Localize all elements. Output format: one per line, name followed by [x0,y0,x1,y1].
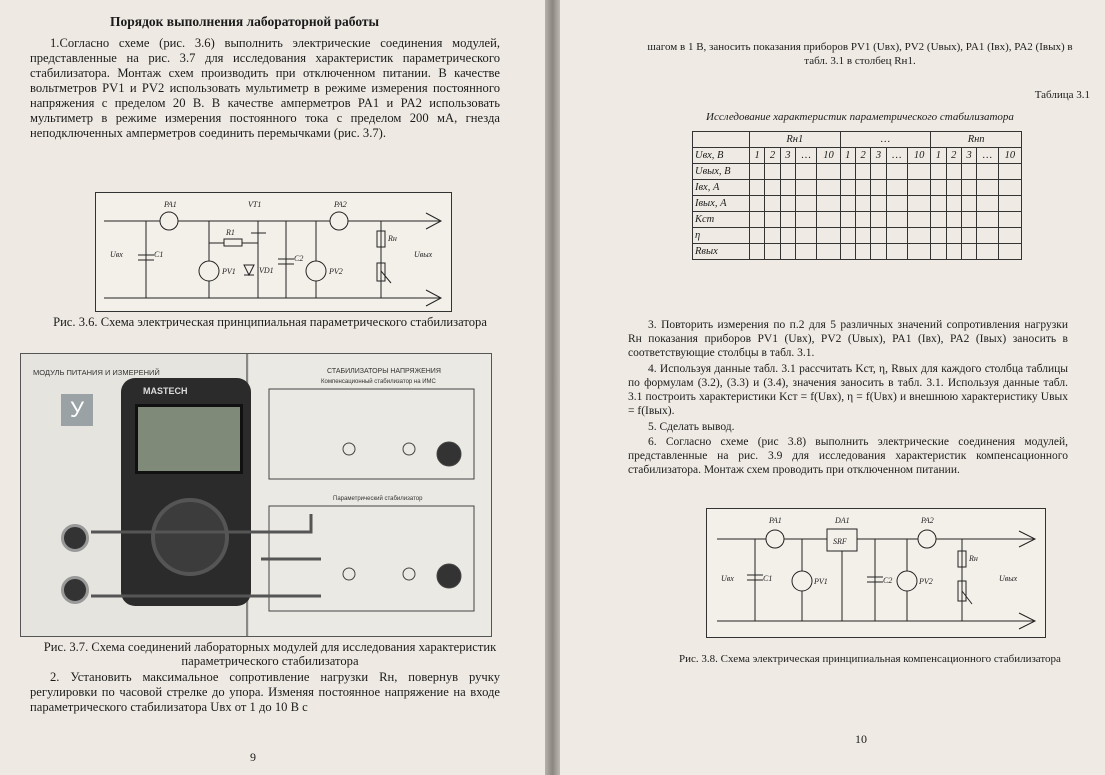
label-vd1: VD1 [259,266,274,275]
table-cell [750,164,765,180]
table-cell [871,228,886,244]
left-page [0,0,545,775]
col-header: 2 [765,148,780,164]
table-row [693,164,1022,180]
paragraph-4: 4. Используя данные табл. 3.1 рассчитать Kст, η, Rвых для каждого столбца таблицы по формулам (3.2), (3.3) и (3.4), значения заносить в табл. 3.1. Используя данные табл. 3.1 построить характеристики Kст = f(Uвх), η = f(Uвх) и внешнюю характеристику Uвых = f(Iвых). [628,363,1068,417]
col-header: 1 [840,148,855,164]
label-uout: Uвых [414,250,433,259]
stab-module-label: СТАБИЛИЗАТОРЫ НАПРЯЖЕНИЯ [327,368,441,375]
table-cell [855,180,870,196]
table-title: Исследование характеристик параметрического стабилизатора [706,111,1014,123]
col-header: 2 [946,148,961,164]
table-cell [998,244,1021,260]
label-c2-b: C2 [883,576,893,585]
figure-3-7-caption: Рис. 3.7. Схема соединений лабораторных модулей для исследования характеристик параметрического стабилизатора [43,640,497,668]
table-cell [855,212,870,228]
group-header-ellipsis: … [840,132,931,148]
table-cell [931,212,946,228]
paragraph-1: 1.Согласно схеме (рис. 3.6) выполнить электрические соединения модулей, представленные на рис. 3.7 для исследования характеристик параметрического стабилизатора. Монтаж схем производить при отключенном питании. В качестве вольтметров PV1 и PV2 использовать мультиметр в режиме измерения постоянного напряжения с пределом 20 В. В качестве амперметров PA1 и PA2 использовать мультиметр в режиме измерения постоянного тока с пределом 200 мА, гнезда неподключенных амперметров соединить перемычками (рис. 3.7). [30,36,500,140]
book-gutter [545,0,560,775]
table-cell [908,244,931,260]
table-cell [817,244,840,260]
table-cell [977,196,998,212]
table-cell [795,196,816,212]
table-cell [795,164,816,180]
table-cell [871,212,886,228]
figure-3-7-photo [20,353,492,637]
table-row [693,212,1022,228]
table-cell [961,244,976,260]
table-cell [765,196,780,212]
label-c2: C2 [294,254,304,263]
label-pv2-b: PV2 [919,577,933,586]
col-header: 3 [780,148,795,164]
table-cell [998,212,1021,228]
table-cell [908,180,931,196]
label-uin-b: Uвх [721,574,734,583]
table-cell [977,180,998,196]
table-cell [946,228,961,244]
table-cell [855,228,870,244]
table-cell [780,212,795,228]
table-cell [765,164,780,180]
table-cell [840,244,855,260]
table-cell [886,228,907,244]
table-cell [855,244,870,260]
table-cell [998,164,1021,180]
label-pa2-b: PA2 [921,516,934,525]
page-number-right: 10 [855,732,867,746]
group-header-rn1: Rн1 [750,132,841,148]
table-cell [817,228,840,244]
table-cell [765,212,780,228]
table-cell [931,196,946,212]
table-cell [795,228,816,244]
label-vt1: VT1 [248,200,262,209]
table-cell [998,196,1021,212]
table-cell [871,244,886,260]
table-group-header-row [693,132,1022,148]
table-cell [765,244,780,260]
table-cell [855,164,870,180]
table-corner-cell [693,132,750,148]
col-header: … [977,148,998,164]
table-row [693,196,1022,212]
table-cell [977,212,998,228]
table-cell [946,196,961,212]
table-cell [998,180,1021,196]
table-cell [780,244,795,260]
label-chip: SRF [833,537,847,546]
table-cell [886,180,907,196]
table-cell [946,212,961,228]
col-header: 3 [961,148,976,164]
table-cell [886,196,907,212]
row-label-uin: Uвх, В [693,148,750,164]
table-cell [946,180,961,196]
table-cell [817,180,840,196]
page-number-left: 9 [250,750,256,764]
table-cell [840,180,855,196]
test-leads [21,354,491,636]
label-rn: Rн [388,234,397,243]
row-label: Rвых [693,244,750,260]
table-cell [765,228,780,244]
row-label: Kст [693,212,750,228]
section-title: Порядок выполнения лабораторной работы [110,14,380,29]
multimeter-brand: MASTECH [143,386,188,396]
label-r1: R1 [226,228,235,237]
figure-3-8-schematic [706,508,1046,638]
table-cell [961,212,976,228]
table-cell [795,212,816,228]
col-header: … [795,148,816,164]
label-pa1: PA1 [164,200,177,209]
table-cell [855,196,870,212]
parametric-stabilizer-schematic [96,193,451,311]
results-table [692,131,1022,260]
table-cell [817,196,840,212]
table-cell [908,196,931,212]
table-row [693,228,1022,244]
table-cell [840,228,855,244]
row-label: Iвх, А [693,180,750,196]
row-label: Uвых, В [693,164,750,180]
figure-3-8-caption: Рис. 3.8. Схема электрическая принципиальная компенсационного стабилизатора [679,653,1061,665]
label-pv1-b: PV1 [814,577,828,586]
label-rn-b: Rн [969,554,978,563]
row-label: η [693,228,750,244]
paragraph-5: 5. Сделать вывод. [648,421,735,433]
table-cell [998,228,1021,244]
table-cell [750,196,765,212]
table-cell [931,228,946,244]
table-cell [977,228,998,244]
table-cell [931,164,946,180]
col-header: 10 [817,148,840,164]
label-pa1-b: PA1 [769,516,782,525]
label-uout-b: Uвых [999,574,1018,583]
table-cell [817,164,840,180]
table-cell [961,228,976,244]
table-cell [871,180,886,196]
paragraph-3: 3. Повторить измерения по п.2 для 5 различных значений сопротивления нагрузки Rн показания приборов PV1 (Uвх), PV2 (Uвых), PA1 (Iвх), PA2 (Iвых) заносить в соответствующие столбцы в табл. 3.1. [628,319,1068,359]
table-cell [750,228,765,244]
table-cell [931,244,946,260]
paragraph-2: 2. Установить максимальное сопротивление нагрузки Rн, повернув ручку регулировки по часовой стрелке до упора. Изменяя постоянное напряжение на входе параметрического стабилизатора Uвх от 1 до 10 В с [30,670,500,714]
col-header: 10 [998,148,1021,164]
table-cell [780,164,795,180]
paragraph-6: 6. Согласно схеме (рис 3.8) выполнить электрические соединения модулей, представленные на рис. 3.9 для исследования характеристик компенсационного стабилизатора. Монтаж схем проводить при отключенном питании. [628,436,1068,476]
table-cell [961,164,976,180]
table-cell [908,164,931,180]
table-cell [780,180,795,196]
u-logo: У [61,394,93,426]
figure-3-6-caption: Рис. 3.6. Схема электрическая принципиальная параметрического стабилизатора [53,315,487,329]
param-stab-label: Параметрический стабилизатор [333,496,423,502]
col-header: 1 [931,148,946,164]
table-cell [750,244,765,260]
table-cell [840,196,855,212]
table-cell [946,244,961,260]
table-uin-row [693,148,1022,164]
col-header: … [886,148,907,164]
label-pv2: PV2 [329,267,343,276]
table-cell [977,244,998,260]
table-cell [750,212,765,228]
label-uin: Uвх [110,250,123,259]
table-cell [886,164,907,180]
row-label: Iвых, А [693,196,750,212]
comp-stab-label: Компенсационный стабилизатор на ИМС [321,379,436,385]
label-c1: C1 [154,250,164,259]
table-cell [886,244,907,260]
compensation-stabilizer-schematic [707,509,1045,637]
col-header: 1 [750,148,765,164]
table-cell [840,212,855,228]
table-cell [871,196,886,212]
table-cell [765,180,780,196]
table-cell [931,180,946,196]
table-number: Таблица 3.1 [1034,89,1090,101]
label-c1-b: C1 [763,574,773,583]
table-cell [961,180,976,196]
table-cell [817,212,840,228]
table-cell [795,180,816,196]
table-row [693,180,1022,196]
table-cell [795,244,816,260]
table-cell [871,164,886,180]
group-header-rnn: Rнn [931,132,1022,148]
figure-3-6-schematic [95,192,452,312]
table-cell [886,212,907,228]
table-cell [908,212,931,228]
table-cell [977,164,998,180]
col-header: 3 [871,148,886,164]
col-header: 2 [855,148,870,164]
table-cell [780,228,795,244]
table-cell [840,164,855,180]
paragraph-continued: шагом в 1 В, заносить показания приборов PV1 (Uвх), PV2 (Uвых), PA1 (Iвх), PA2 (Iвых) в табл. 3.1 в столбец Rн1. [647,41,1073,67]
col-header: 10 [908,148,931,164]
label-pa2: PA2 [334,200,347,209]
label-da1: DA1 [835,516,850,525]
table-cell [946,164,961,180]
table-cell [780,196,795,212]
table-row [693,244,1022,260]
table-cell [908,228,931,244]
table-cell [961,196,976,212]
power-module-label: МОДУЛЬ ПИТАНИЯ И ИЗМЕРЕНИЙ [33,368,160,377]
label-pv1: PV1 [222,267,236,276]
table-cell [750,180,765,196]
